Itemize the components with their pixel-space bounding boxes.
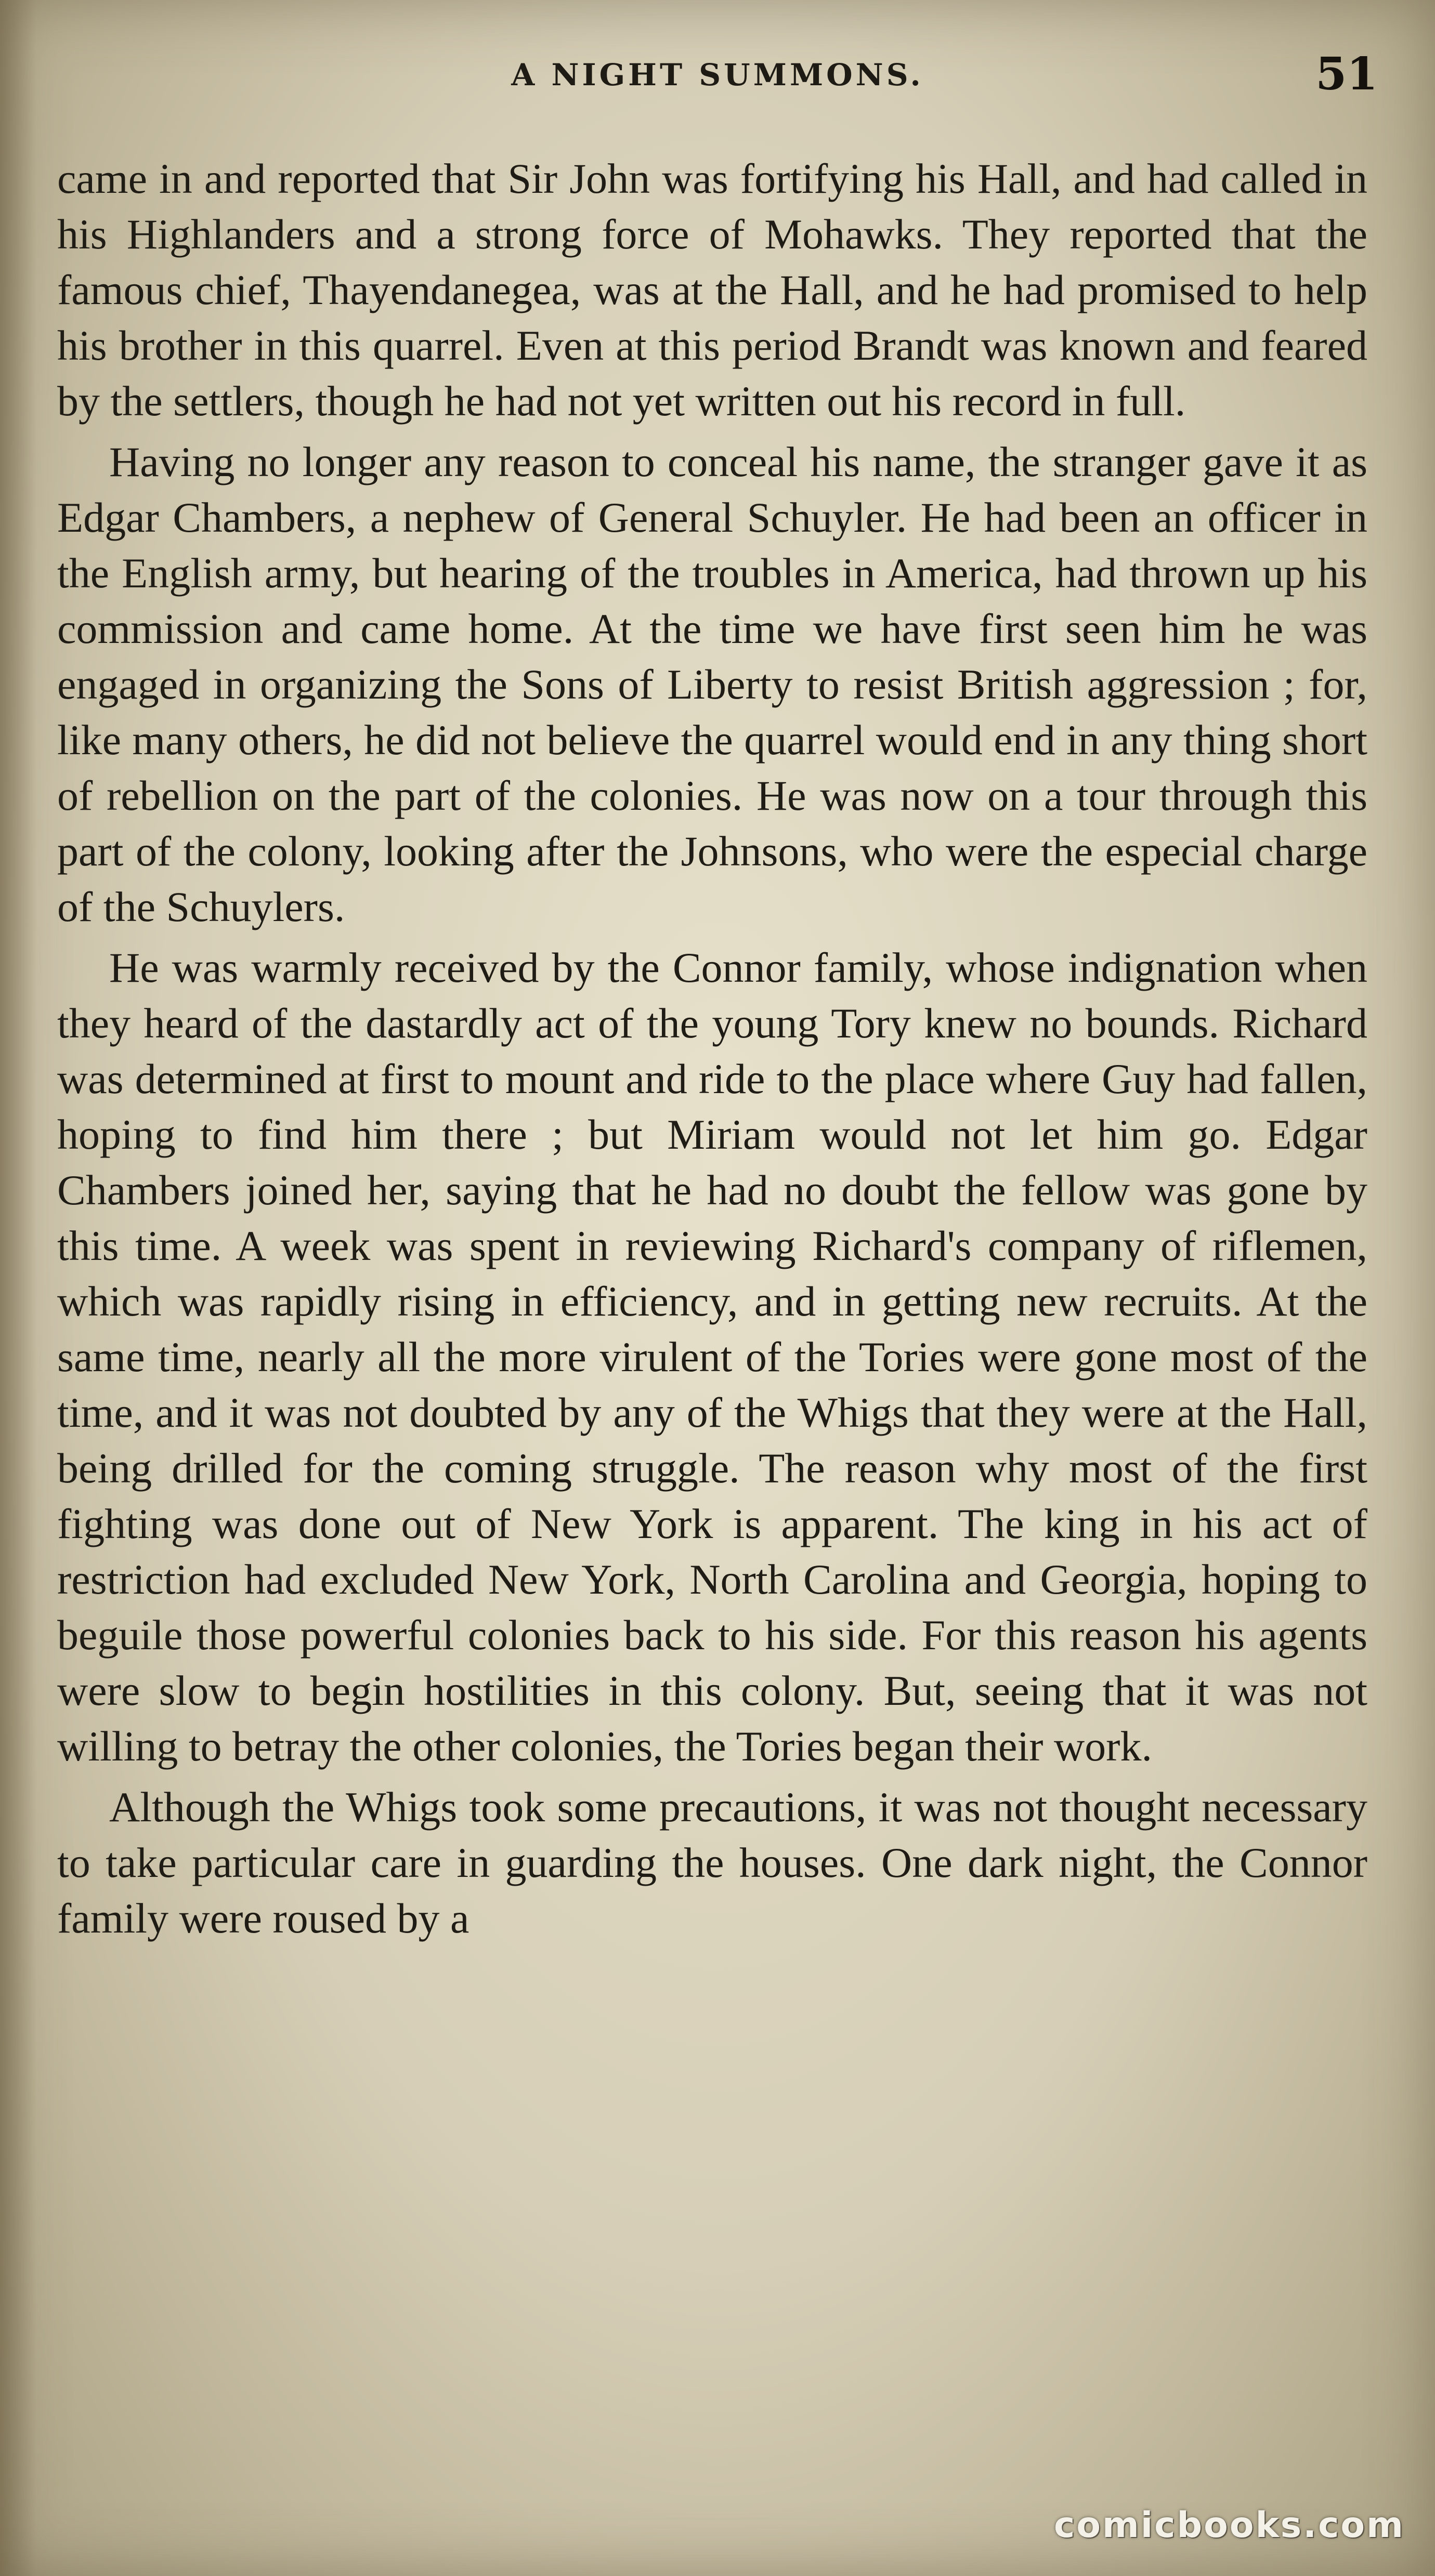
- page-edge-shadow: [0, 0, 36, 2576]
- running-title: A NIGHT SUMMONS.: [511, 57, 924, 93]
- watermark: comicbooks.com: [1053, 2505, 1405, 2546]
- running-head: [57, 48, 1378, 105]
- paragraph-2: Having no longer any reason to conceal his name, the stranger gave it as Edgar Chambers, a nephew of General Schuyler. He had been an officer in the English army, but hearing of the troubles in America, had thrown up his commission and came home. At the time we have first seen him he was engaged in organizing the Sons of Liberty to resist British aggression ; for, like many others, he did not believe the quarrel would end in any thing short of rebellion on the part of the colonies. He was now on a tour through this part of the colony, looking after the Johnsons, who were the especial charge of the Schuylers.: [57, 438, 1367, 930]
- paragraph-3: He was warmly received by the Connor family, whose indignation when they heard of the dastardly act of the young Tory knew no bounds. Richard was determined at first to mount and ride to the place where Guy had fallen, hoping to find him there ; but Miriam would not let him go. Edgar Chambers joined her, saying that he had no doubt the fellow was gone by this time. A week was spent in reviewing Richard's company of riflemen, which was rapidly rising in efficiency, and in getting new recruits. At the same time, nearly all the more virulent of the Tories were gone most of the time, and it was not doubted by any of the Whigs that they were at the Hall, being drilled for the coming struggle. The reason why most of the first fighting was done out of New York is apparent. The king in his act of restriction had excluded New York, North Carolina and Georgia, hoping to beguile those powerful colonies back to his side. For this reason his agents were slow to begin hostilities in this colony. But, seeing that it was not willing to betray the other colonies, the Tories began their work.: [57, 944, 1367, 1770]
- paragraph-4: Although the Whigs took some precautions, it was not thought necessary to take particular care in guarding the houses. One dark night, the Connor family were roused by a: [57, 1783, 1367, 1942]
- paragraph-1: came in and reported that Sir John was fortifying his Hall, and had called in his Highlanders and a strong force of Mohawks. They reported that the famous chief, Thayendanegea, was at the Hall, and he had promised to help his brother in this quarrel. Even at this period Brandt was known and feared by the settlers, though he had not yet written out his record in full.: [57, 155, 1367, 425]
- page-number: 51: [1315, 48, 1378, 100]
- body-text: [57, 151, 1367, 1951]
